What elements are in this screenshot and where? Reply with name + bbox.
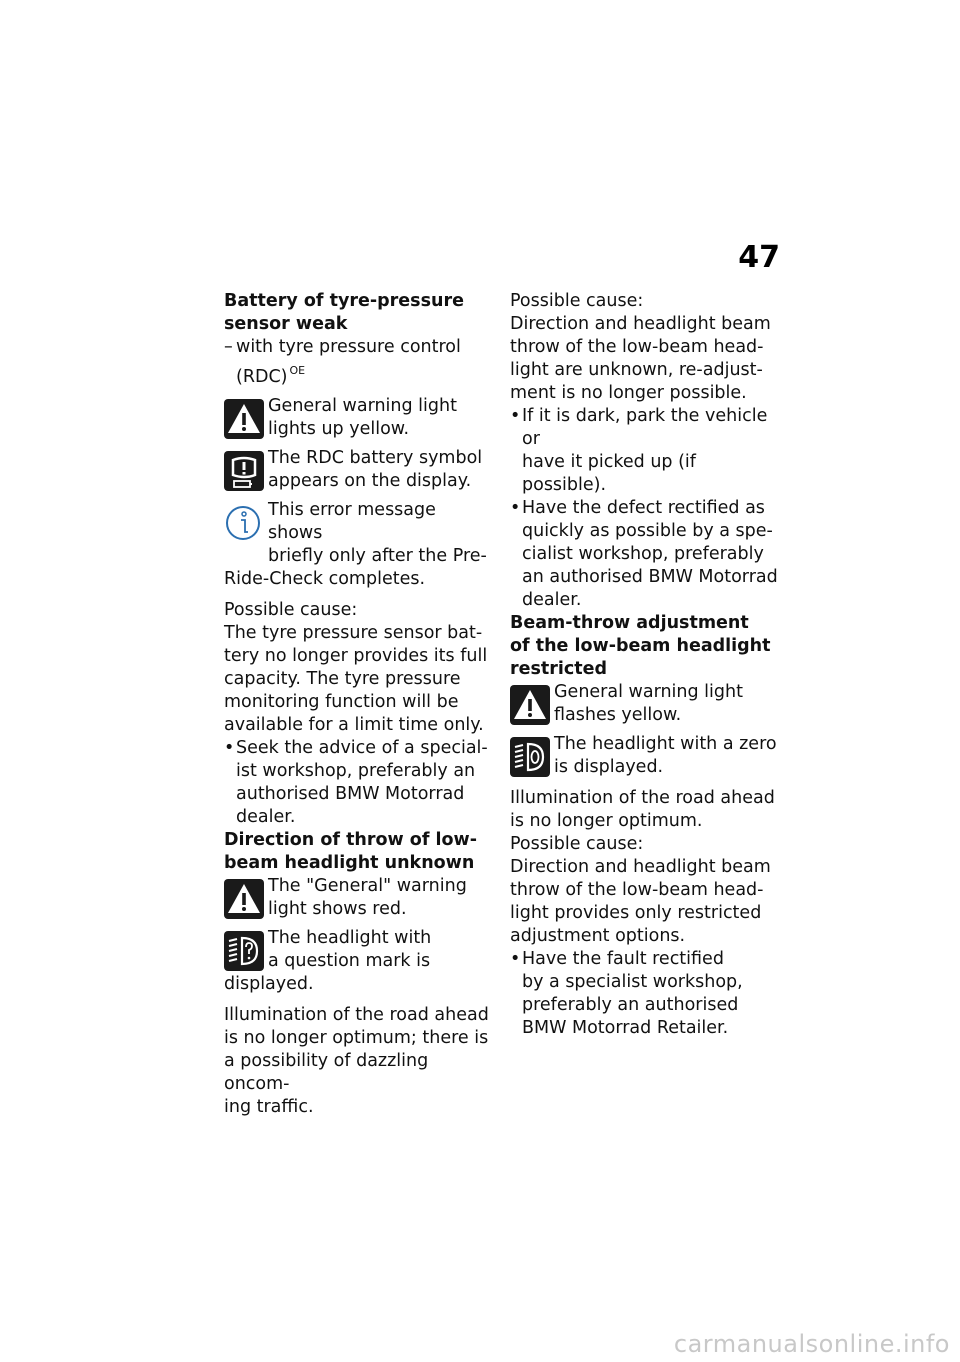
equipment-note: [224, 336, 492, 389]
icon-text-line: General warning light: [554, 682, 743, 702]
icon-text-line: is displayed.: [554, 757, 664, 777]
icon-text-line: Ride-Check completes.: [224, 569, 426, 589]
icon-text-line: lights up yellow.: [268, 419, 410, 439]
icon-text-line: The headlight with a zero: [554, 734, 777, 754]
bullet-line: dealer.: [522, 590, 582, 610]
body-line: light provides only restricted: [510, 903, 762, 923]
bullet-line: • Have the defect rectified as: [522, 498, 765, 518]
cause-label: Possible cause:: [510, 834, 644, 854]
bullet-line: dealer.: [236, 807, 296, 827]
body-line: Illumination of the road ahead: [224, 1005, 489, 1025]
body-line: available for a limit time only.: [224, 715, 484, 735]
section-heading-throw-unknown: [224, 829, 492, 875]
info-icon: [224, 503, 264, 543]
heading-line: beam headlight unknown: [224, 853, 475, 873]
headlight-question-icon: [224, 931, 264, 971]
general-warning-icon: [224, 879, 264, 919]
possible-cause: [510, 290, 782, 405]
heading-line: Beam-throw adjustment: [510, 613, 749, 633]
body-line: Direction and headlight beam: [510, 314, 771, 334]
icon-text-line: displayed.: [224, 974, 314, 994]
rdc-battery-icon: [224, 451, 264, 491]
body-line: tery no longer provides its full: [224, 646, 488, 666]
bullet-item: [510, 497, 782, 612]
icon-text-line: The "General" warning: [268, 876, 467, 896]
section-heading-tyre-battery: [224, 290, 492, 336]
bullet-line: cialist workshop, preferably: [522, 544, 764, 564]
section-heading-beam-restricted: [510, 612, 782, 681]
warning-row: [510, 681, 782, 727]
body-line: The tyre pressure sensor bat-: [224, 623, 483, 643]
bullet-item: [510, 405, 782, 497]
rdc-row: [224, 447, 492, 493]
right-column: [510, 290, 782, 1040]
note-line: with tyre pressure control: [236, 337, 461, 357]
general-warning-icon: [510, 685, 550, 725]
bullet-line: BMW Motorrad Retailer.: [522, 1018, 729, 1038]
bullet-line: • Seek the advice of a special-: [236, 738, 488, 758]
cause-label: Possible cause:: [224, 600, 358, 620]
general-warning-icon: [224, 399, 264, 439]
bullet-line: • Have the fault rectified: [522, 949, 724, 969]
bullet-line: have it picked up (if possible).: [522, 452, 696, 495]
page-number: 47: [738, 240, 780, 275]
body-line: throw of the low-beam head-: [510, 880, 764, 900]
body-line: is no longer optimum.: [510, 811, 703, 831]
icon-text-line: The RDC battery symbol: [268, 448, 483, 468]
bullet-line: authorised BMW Motorrad: [236, 784, 465, 804]
bullet-line: an authorised BMW Motorrad: [522, 567, 778, 587]
body-line: throw of the low-beam head-: [510, 337, 764, 357]
icon-text-line: General warning light: [268, 396, 457, 416]
body-line: ment is no longer possible.: [510, 383, 747, 403]
body-line: ing traffic.: [224, 1097, 314, 1117]
body-line: monitoring function will be: [224, 692, 459, 712]
heading-line: Direction of throw of low-: [224, 830, 477, 850]
possible-cause: [224, 599, 492, 737]
body-line: capacity. The tyre pressure: [224, 669, 461, 689]
icon-text-line: The headlight with: [268, 928, 432, 948]
oe-superscript: OE: [289, 364, 306, 377]
body-paragraph: [510, 787, 782, 833]
note-line: (RDC): [236, 367, 288, 387]
left-column: [224, 290, 492, 1119]
heading-line: restricted: [510, 659, 608, 679]
watermark: carmanualsonline.info: [673, 1330, 950, 1358]
icon-text-line: This error message shows: [268, 500, 436, 543]
body-line: light are unknown, re-adjust-: [510, 360, 763, 380]
heading-line: of the low-beam headlight: [510, 636, 771, 656]
icon-text-line: appears on the display.: [268, 471, 472, 491]
icon-text-line: a question mark is: [268, 951, 431, 971]
body-line: is no longer optimum; there is: [224, 1028, 489, 1048]
possible-cause: [510, 833, 782, 948]
cause-label: Possible cause:: [510, 291, 644, 311]
body-line: a possibility of dazzling oncom-: [224, 1051, 429, 1094]
bullet-line: • If it is dark, park the vehicle or: [522, 406, 768, 449]
heading-line: Battery of tyre-pressure: [224, 291, 464, 311]
warning-row: [224, 875, 492, 921]
bullet-line: preferably an authorised: [522, 995, 739, 1015]
headlight-zero-row: [510, 733, 782, 779]
body-line: Direction and headlight beam: [510, 857, 771, 877]
icon-text-line: light shows red.: [268, 899, 407, 919]
icon-text-line: flashes yellow.: [554, 705, 682, 725]
bullet-line: by a specialist workshop,: [522, 972, 743, 992]
headlight-question-row: [224, 927, 492, 996]
warning-row: [224, 395, 492, 441]
body-paragraph: [224, 1004, 492, 1119]
bullet-line: quickly as possible by a spe-: [522, 521, 773, 541]
body-line: adjustment options.: [510, 926, 686, 946]
heading-line: sensor weak: [224, 314, 348, 334]
bullet-item: [510, 948, 782, 1040]
body-line: Illumination of the road ahead: [510, 788, 775, 808]
icon-text-line: briefly only after the Pre-: [268, 546, 487, 566]
headlight-zero-icon: [510, 737, 550, 777]
bullet-item: [224, 737, 492, 829]
info-row: [224, 499, 492, 591]
bullet-line: ist workshop, preferably an: [236, 761, 476, 781]
